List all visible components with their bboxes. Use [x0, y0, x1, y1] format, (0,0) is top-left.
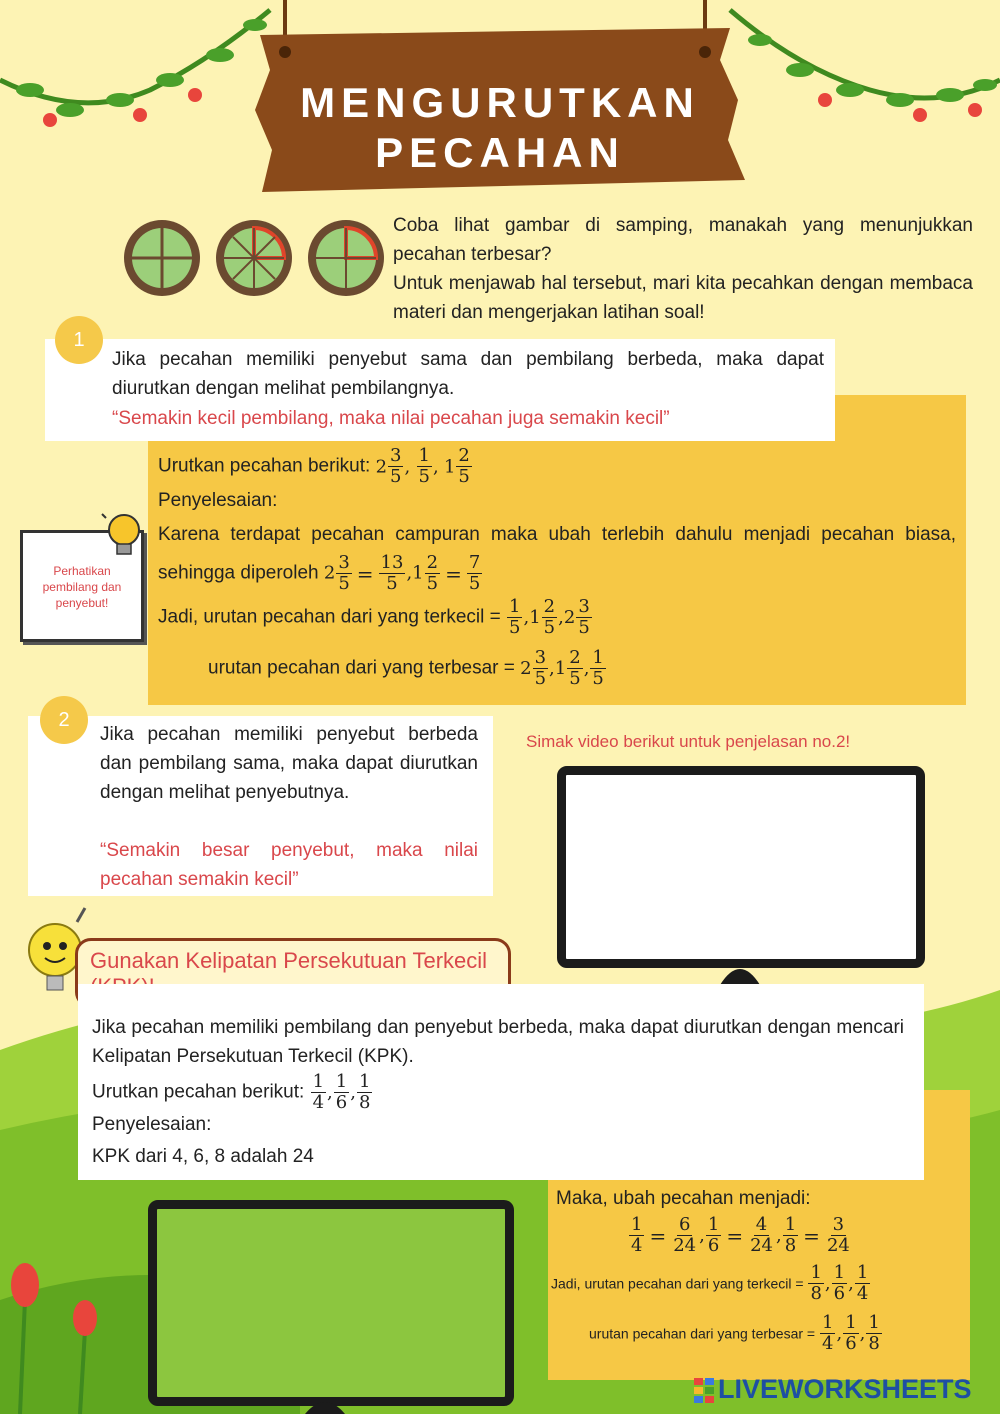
section1-solution-label: Penyelesaian: — [158, 490, 278, 511]
cake-quarter-marked — [308, 220, 384, 296]
section3-result-largest: urutan pecahan dari yang terbesar = $\frac{1}{4}$ , $\frac{1}{6}$ , $\frac{1}{8}$ — [589, 1312, 880, 1354]
liveworksheets-logo — [692, 1374, 972, 1405]
section3-solution-label: Penyelesaian: — [92, 1114, 212, 1135]
lightbulb-icon — [100, 508, 144, 564]
liveworksheets-icon — [692, 1376, 716, 1404]
section1-rule-text: Jika pecahan memiliki penyebut sama dan pembilang berbeda, maka dapat diurutkan dengan melihat pembilangnya. — [112, 349, 824, 399]
video-player-section3[interactable] — [148, 1200, 514, 1406]
intro-text — [393, 211, 973, 327]
cake-quarters — [124, 220, 200, 296]
liveworksheets-brand-text: LIVEWORKSHEETS — [718, 1374, 972, 1404]
section2-rule-text: Jika pecahan memiliki penyebut berbeda dan pembilang sama, maka dapat diurutkan dengan melihat penyebutnya. — [100, 724, 478, 803]
fraction: $\frac{2}{5}$ — [458, 445, 470, 487]
kpk-result: KPK dari 4, 6, 8 adalah 24 — [92, 1146, 314, 1167]
section1-explanation: Karena terdapat pecahan campuran maka ubah terlebih dahulu menjadi pecahan biasa, sehingga diperoleh 2 $\frac{3}{5}$ = $\frac{13}{5}$ ,1 $\frac{2}{5}$ = $\frac{7}{5}$ — [158, 524, 956, 594]
cake-eighths — [216, 220, 292, 296]
title-line-1: MENGURUTKAN — [300, 79, 700, 126]
monitor-stand — [295, 1396, 355, 1414]
whole-number: 1 — [443, 456, 456, 477]
kpk-banner-text: Gunakan Kelipatan Persekutuan Terkecil — [90, 948, 488, 973]
section1-result-largest: urutan pecahan dari yang terbesar = 2 $\frac{3}{5}$ ,1 $\frac{2}{5}$ , $\frac{1}{5}$ — [208, 647, 604, 689]
title-line-2: PECAHAN — [375, 129, 625, 176]
monitor-stand — [710, 957, 770, 987]
section1-number-badge: 1 — [55, 316, 103, 364]
question-label: Urutkan pecahan berikut: — [158, 455, 371, 477]
fraction-cakes-image — [122, 218, 387, 303]
note-text: Perhatikan pembilang dan penyebut! — [42, 564, 122, 610]
section1-question — [158, 446, 473, 487]
section1-result-smallest: Jadi, urutan pecahan dari yang terkecil = $\frac{1}{5}$ ,1 $\frac{2}{5}$ ,2 $\frac{3}{5}$ — [158, 596, 590, 638]
section2-quote: “Semakin besar penyebut, maka nilai pecahan semakin kecil” — [100, 840, 478, 890]
convert-label: Maka, ubah pecahan menjadi: — [556, 1188, 811, 1209]
page-title — [250, 78, 750, 178]
conversion-equations: $\frac{1}{4}$ = $\frac{6}{24}$ , $\frac{1}{6}$ = $\frac{4}{24}$ , $\frac{1}{8}$ = $\frac{3}{24}$ — [631, 1214, 850, 1256]
section2-number-badge: 2 — [40, 696, 88, 744]
video-caption: Simak video berikut untuk penjelasan no.2! — [526, 732, 851, 751]
intro-line-2: Untuk menjawab hal tersebut, mari kita pecahkan dengan membaca materi dan mengerjakan latihan soal! — [393, 273, 973, 323]
fraction: $\frac{3}{5}$ — [390, 445, 402, 487]
section3-rule-text: Jika pecahan memiliki pembilang dan penyebut berbeda, maka dapat diurutkan dengan mencari Kelipatan Persekutuan Terkecil (KPK). — [92, 1017, 904, 1067]
section1-quote: “Semakin kecil pembilang, maka nilai pecahan juga semakin kecil” — [112, 408, 670, 429]
whole-number: 2 — [375, 456, 388, 477]
fraction-list: 2 $\frac{3}{5}$ , $\frac{1}{5}$ , 1 $\frac{2}{5}$ — [375, 445, 470, 487]
video-player-section2[interactable] — [557, 766, 925, 968]
section3-question: Urutkan pecahan berikut: $\frac{1}{4}$ , $\frac{1}{6}$ , $\frac{1}{8}$ — [92, 1071, 371, 1113]
section3-result-smallest: Jadi, urutan pecahan dari yang terkecil = $\frac{1}{8}$ , $\frac{1}{6}$ , $\frac{1}{4}$ — [551, 1262, 869, 1304]
intro-line-1: Coba lihat gambar di samping, manakah yang menunjukkan pecahan terbesar? — [393, 215, 973, 265]
fraction: $\frac{1}{5}$ — [418, 445, 430, 487]
